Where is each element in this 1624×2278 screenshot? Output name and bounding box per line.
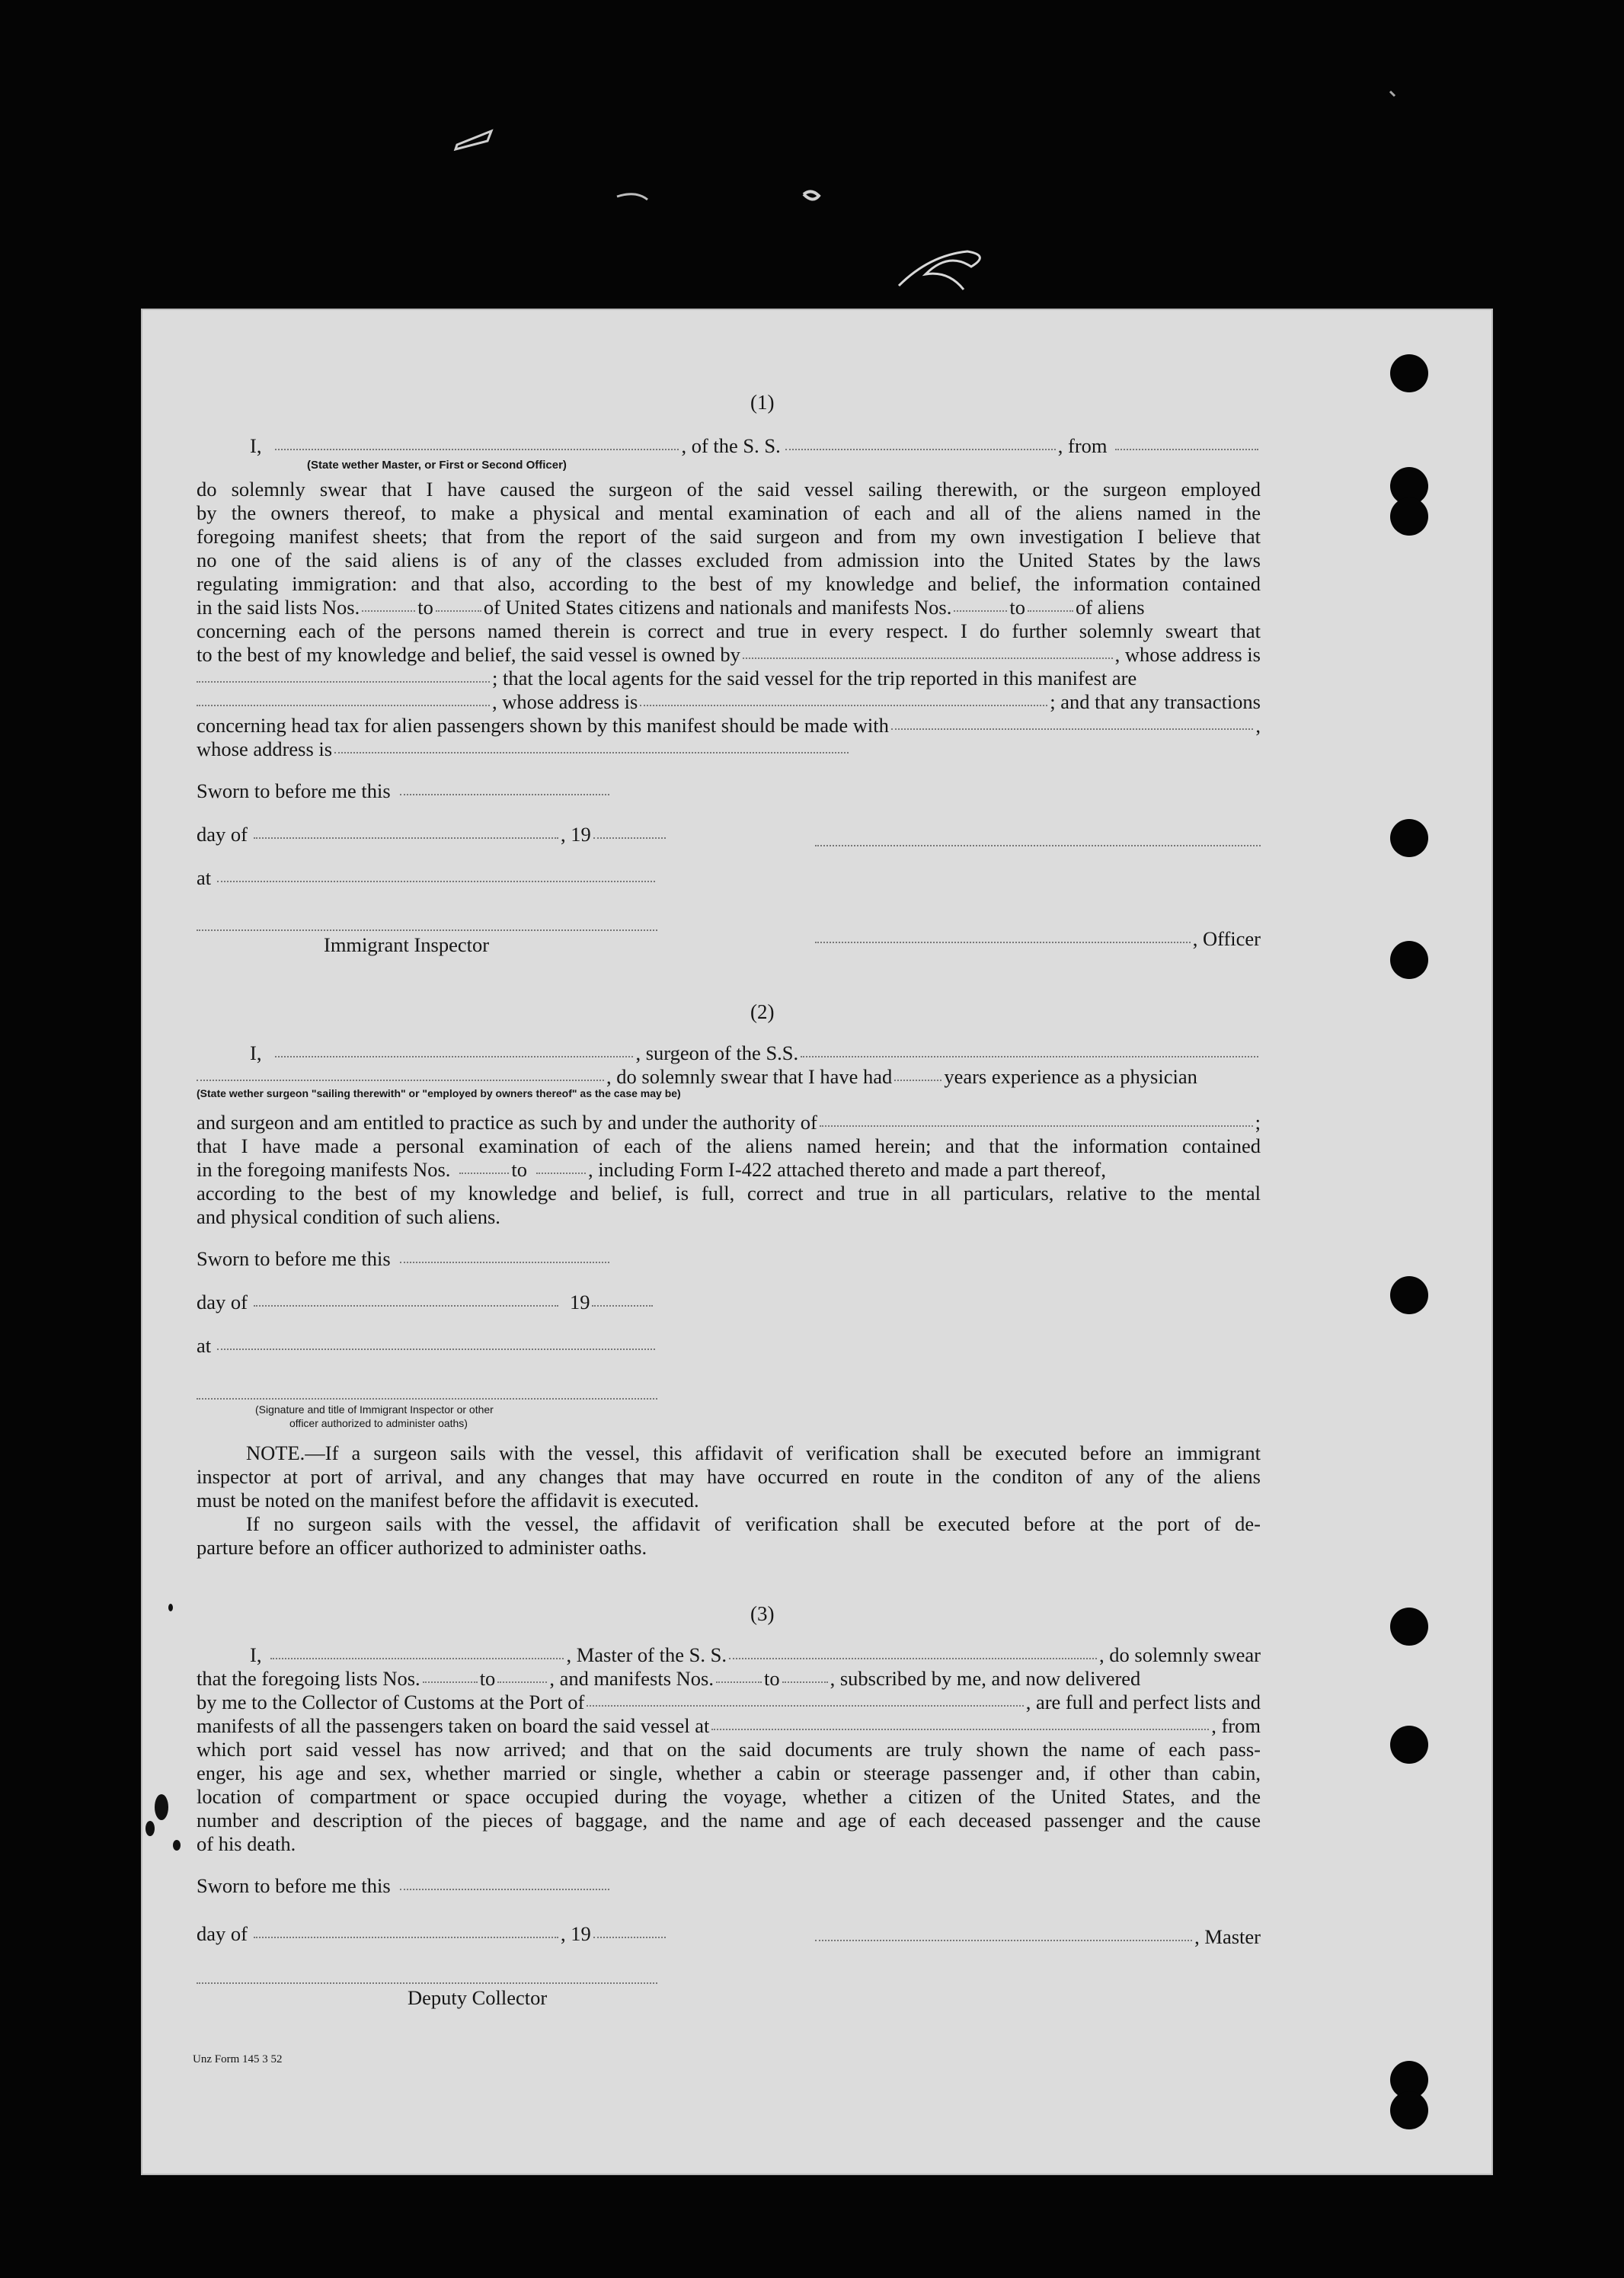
section-3-day-of: day of , 19 [197, 1922, 668, 1946]
section-1-line-9: to the best of my knowledge and belief, the said vessel is owned by , whose address is [197, 643, 1261, 666]
binder-hole [1390, 1276, 1428, 1314]
section-1-at: at [197, 866, 657, 890]
section-2-number: (2) [750, 1000, 775, 1023]
section-1-line-2: do solemnly swear that I have caused the surgeon of the said vessel sailing therewith, or the surgeon employed [197, 478, 1261, 501]
binder-hole [1390, 941, 1428, 979]
section-1-line-3: by the owners thereof, to make a physical and mental examination of each and all of the aliens named in the [197, 501, 1261, 524]
section-2-line-5: in the foregoing manifests Nos. to , including Form I-422 attached thereto and made a part thereof, [197, 1158, 1106, 1181]
section-1-line-7: in the said lists Nos. to of United States citizens and nationals and manifests Nos. to of aliens [197, 596, 1145, 619]
section-2-line-1: I, , surgeon of the S.S. [250, 1041, 1261, 1065]
section-1-line-4: foregoing manifest sheets; that from the report of the said surgeon and from my own investigation I believe that [197, 525, 1261, 548]
section-1-caption: (State wether Master, or First or Second Officer) [307, 459, 567, 472]
section-2-day-of: day of 19 [197, 1291, 655, 1314]
binder-hole [1390, 819, 1428, 857]
section-3-number: (3) [750, 1602, 775, 1625]
section-2-caption: (State wether surgeon "sailing therewith" or "employed by owners thereof" as the case may be) [197, 1087, 681, 1099]
binder-hole [1390, 1726, 1428, 1764]
ink-blot [145, 1821, 155, 1836]
section-3-line-7: location of compartment or space occupied during the voyage, whether a citizen of the United States, and the [197, 1785, 1261, 1808]
section-1-line-13: whose address is [197, 737, 1261, 761]
section-1-line-10: ; that the local agents for the said vessel for the trip reported in this manifest are [197, 667, 1261, 690]
section-1-line-11: , whose address is ; and that any transactions [197, 690, 1261, 714]
note-line-2: inspector at port of arrival, and any changes that may have occurred en route in the conditon of any of the aliens [197, 1465, 1261, 1488]
section-1-day-of: day of , 19 [197, 823, 668, 846]
section-3-line-4: manifests of all the passengers taken on board the said vessel at , from [197, 1714, 1261, 1737]
ink-blot [168, 1604, 173, 1611]
section-1-line-12: concerning head tax for alien passengers shown by this manifest should be made with , [197, 714, 1261, 737]
section-1-inspector-signature-line [197, 929, 657, 931]
scan-artifact-marks [0, 0, 1624, 309]
section-2-inspector-signature-line [197, 1398, 657, 1400]
ink-blot [173, 1840, 181, 1851]
section-1-officer-line: , Officer [815, 927, 1261, 951]
section-3-line-5: which port said vessel has now arrived; and that on the said documents are truly shown the name of each pass- [197, 1738, 1261, 1761]
section-2-signature-caption-1: (Signature and title of Immigrant Inspector or other [255, 1403, 494, 1416]
section-1-signature-line-officer-top [815, 845, 1261, 846]
section-3-line-6: enger, his age and sex, whether married or single, whether a cabin or steerage passenger and, if other than cabin, [197, 1761, 1261, 1784]
section-3-line-1: I, , Master of the S. S. , do solemnly swear [250, 1643, 1261, 1666]
section-3-sworn: Sworn to before me this [197, 1874, 612, 1898]
binder-hole [1390, 2091, 1428, 2129]
section-3-deputy-label: Deputy Collector [408, 1986, 548, 2009]
section-2-line-2: , do solemnly swear that I have had years experience as a physician [197, 1065, 1261, 1089]
section-2-line-3: and surgeon and am entitled to practice as such by and under the authority of ; [197, 1111, 1261, 1134]
section-1-line-6: regulating immigration: and that also, according to the best of my knowledge and belief, the information contained [197, 572, 1261, 595]
section-3-deputy-signature-line [197, 1982, 657, 1984]
section-1-line-5: no one of the said aliens is of any of the classes excluded from admission into the United States by the laws [197, 549, 1261, 571]
binder-hole [1390, 354, 1428, 392]
section-3-line-8: number and description of the pieces of baggage, and the name and age of each deceased passenger and the cause [197, 1809, 1261, 1832]
binder-hole [1390, 1608, 1428, 1646]
section-2-line-4: that I have made a personal examination of each of the aliens named herein; and that the information contained [197, 1134, 1261, 1157]
note-line-1: NOTE.—If a surgeon sails with the vessel, this affidavit of verification shall be executed before an immigrant [246, 1441, 1261, 1464]
section-3-master-line: , Master [815, 1925, 1261, 1949]
note-line-3: must be noted on the manifest before the affidavit is executed. [197, 1489, 699, 1512]
section-1-inspector-label: Immigrant Inspector [324, 933, 490, 956]
section-2-at: at [197, 1334, 657, 1358]
section-1-number: (1) [750, 391, 775, 414]
section-1-sworn: Sworn to before me this [197, 779, 612, 803]
note-line-4: If no surgeon sails with the vessel, the affidavit of verification shall be executed before at the port of de- [246, 1512, 1261, 1535]
section-2-signature-caption-2: officer authorized to administer oaths) [289, 1417, 468, 1429]
section-2-line-6: according to the best of my knowledge and belief, is full, correct and true in all particulars, relative to the mental [197, 1182, 1261, 1205]
form-identifier: Unz Form 145 3 52 [193, 2053, 283, 2065]
section-3-line-3: by me to the Collector of Customs at the Port of , are full and perfect lists and [197, 1691, 1261, 1713]
binder-hole [1390, 498, 1428, 536]
ink-blot [155, 1794, 168, 1820]
section-1-line-8: concerning each of the persons named therein is correct and true in every respect. I do further solemnly sweart that [197, 619, 1261, 642]
manifest-affidavit-page [141, 309, 1493, 2175]
section-3-line-2: that the foregoing lists Nos. to , and manifests Nos. to , subscribed by me, and now delivered [197, 1667, 1141, 1690]
section-2-line-7: and physical condition of such aliens. [197, 1205, 500, 1228]
note-line-5: parture before an officer authorized to administer oaths. [197, 1536, 647, 1559]
section-2-sworn: Sworn to before me this [197, 1247, 612, 1271]
section-1-line-1: I, , of the S. S. , from [250, 434, 1261, 458]
section-3-line-9: of his death. [197, 1832, 296, 1855]
